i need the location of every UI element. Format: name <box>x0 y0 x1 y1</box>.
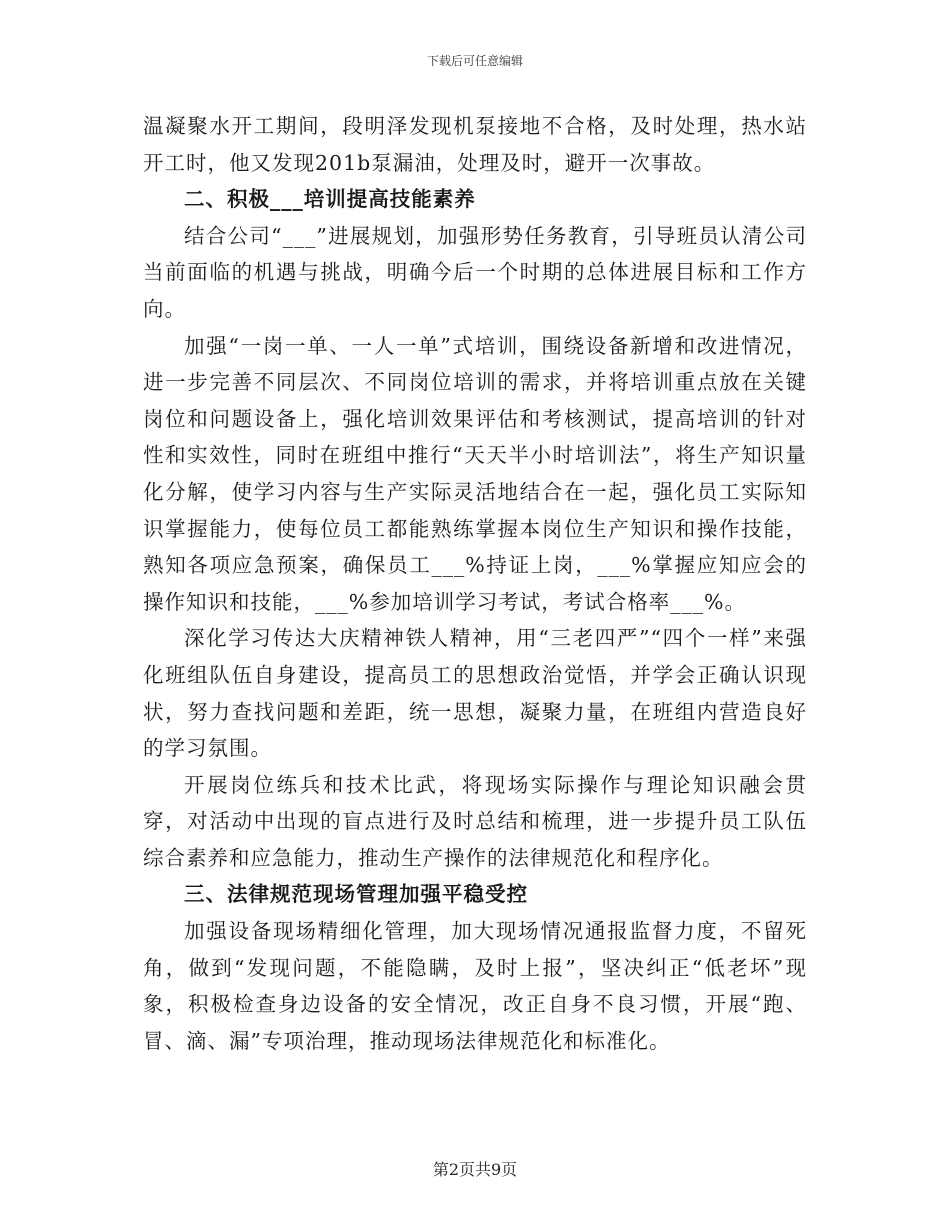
paragraph: 加强设备现场精细化管理，加大现场情况通报监督力度，不留死角，做到“发现问题，不能隐瞒，及时上报”，坚决纠正“低老坏”现象，积极检查身边设备的安全情况，改正自身不良习惯，开展“跑、冒、滴、漏”专项治理，推动现场法律规范化和标准化。 <box>143 919 807 1053</box>
paragraph: 加强“一岗一单、一人一单”式培训，围绕设备新增和改进情况，进一步完善不同层次、不同岗位培训的需求，并将培训重点放在关键岗位和问题设备上，强化培训效果评估和考核测试，提高培训的针对性和实效性，同时在班组中推行“天天半小时培训法”，将生产知识量化分解，使学习内容与生产实际灵活地结合在一起，强化员工实际知识掌握能力，使每位员工都能熟练掌握本岗位生产知识和操作技能，熟知各项应急预案，确保员工___%持证上岗，___%掌握应知应会的操作知识和技能，___%参加培训学习考试，考试合格率___%。 <box>143 333 807 614</box>
paragraph: 结合公司“___”进展规划，加强形势任务教育，引导班员认清公司当前面临的机遇与挑战，明确今后一个时期的总体进展目标和工作方向。 <box>143 223 807 321</box>
section-heading-2: 二、积极___培训提高技能素养 <box>184 187 476 212</box>
page-footer: 第2页共9页 <box>432 1160 518 1179</box>
page-header: 下载后可任意编辑 <box>426 54 523 68</box>
paragraph-continued: 温凝聚水开工期间，段明泽发现机泵接地不合格，及时处理，热水站开工时，他又发现201b泵漏油，处理及时，避开一次事故。 <box>143 114 807 175</box>
section-heading-3: 三、法律规范现场管理加强平稳受控 <box>184 882 528 907</box>
paragraph: 开展岗位练兵和技术比武，将现场实际操作与理论知识融会贯穿，对活动中出现的盲点进行及时总结和梳理，进一步提升员工队伍综合素养和应急能力，推动生产操作的法律规范化和程序化。 <box>143 772 807 870</box>
document-body <box>143 108 807 1059</box>
paragraph: 深化学习传达大庆精神铁人精神，用“三老四严”“四个一样”来强化班组队伍自身建设，提高员工的思想政治觉悟，并学会正确认识现状，努力查找问题和差距，统一思想，凝聚力量，在班组内营造良好的学习氛围。 <box>143 626 807 761</box>
